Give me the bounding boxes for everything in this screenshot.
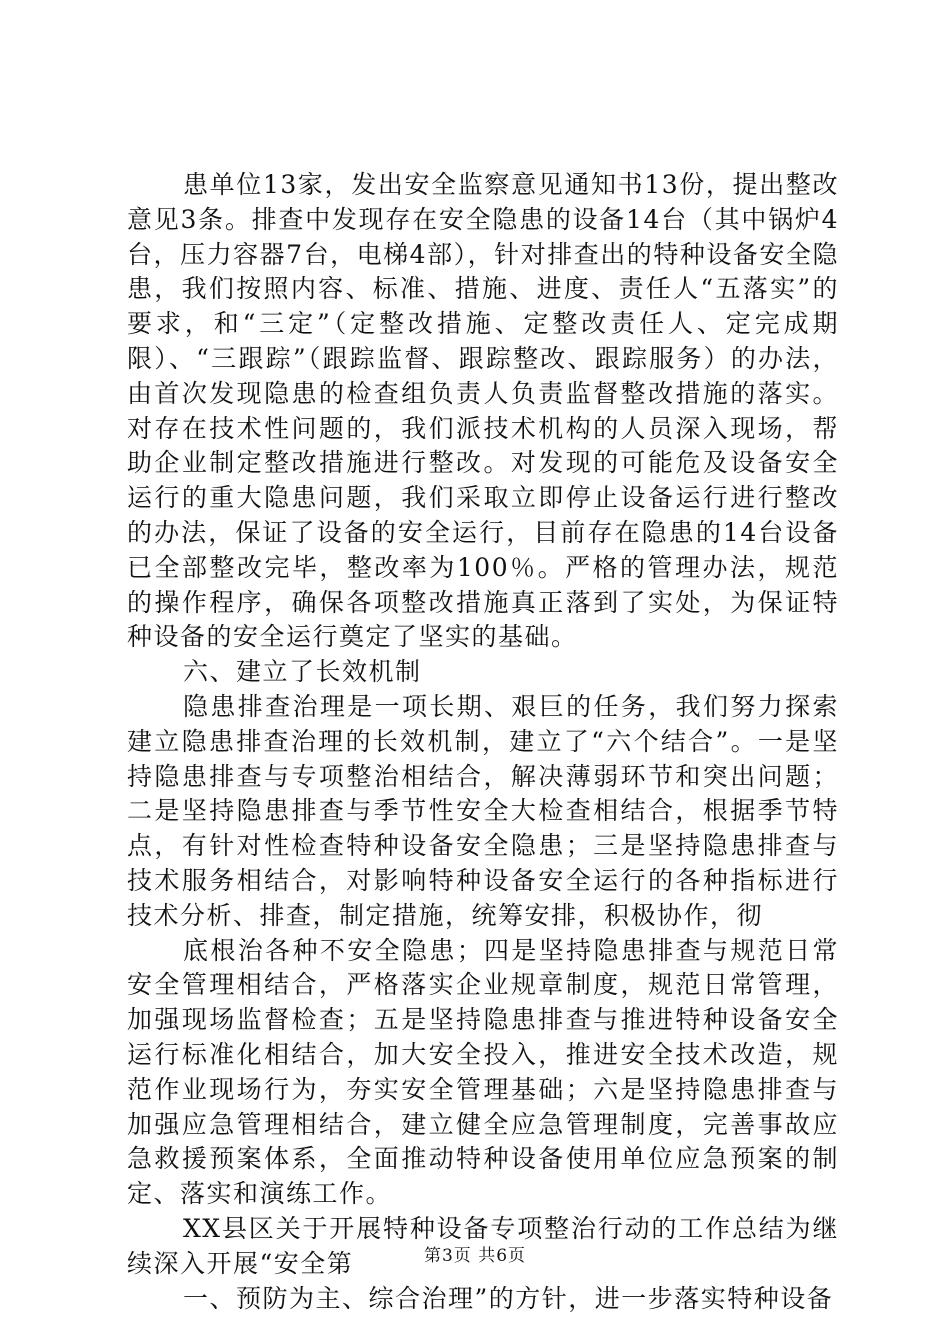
paragraph-six-combinations: 隐患排查治理是一项长期、艰巨的任务，我们努力探索建立隐患排查治理的长效机制，建立了“六个结合”。一是坚持隐患排查与专项整治相结合，解决薄弱环节和突出问题；二是坚持隐患排查与季节性安全大检查相结合，根据季节特点，有针对性检查特种设备安全隐患；三是坚持隐患排查与技术服务相结合，对影响特种设备安全运行的各种指标进行技术分析、排查，制定措施，统筹安排，积极协作，彻 (127, 691, 839, 930)
paragraph-six-combinations-continued: 底根治各种不安全隐患；四是坚持隐患排查与规范日常安全管理相结合，严格落实企业规章制度，规范日常管理，加强现场监督检查；五是坚持隐患排查与推进特种设备安全运行标准化相结合，加大安全投入，推进安全技术改造，规范作业现场行为，夯实安全管理基础；六是坚持隐患排查与加强应急管理相结合，建立健全应急管理制度，完善事故应急救援预案体系，全面推动特种设备使用单位应急预案的制定、落实和演练工作。 (127, 935, 839, 1209)
section-heading-long-term-mechanism: 六、建立了长效机制 (183, 657, 422, 687)
paragraph-policy-line: 一、预防为主、综合治理”的方针，进一步落实特种设备 (183, 1283, 834, 1313)
paragraph-hazard-rectification: 患单位13家，发出安全监察意见通知书13份，提出整改意见3条。排查中发现存在安全隐患的设备14台（其中锅炉4台，压力容器7台，电梯4部），针对排查出的特种设备安全隐患，我们按照内容、标准、措施、进度、责任人“五落实”的要求，和“三定”（定整改措施、定整改责任人、定完成期限）、“三跟踪”（跟踪监督、跟踪整改、跟踪服务）的办法，由首次发现隐患的检查组负责人负责监督整改措施的落实。对存在技术性问题的，我们派技术机构的人员深入现场，帮助企业制定整改措施进行整改。对发现的可能危及设备安全运行的重大隐患问题，我们采取立即停止设备运行进行整改的办法，保证了设备的安全运行，目前存在隐患的14台设备已全部整改完毕，整改率为100％。严格的管理办法，规范的操作程序，确保各项整改措施真正落到了实处，为保证特种设备的安全运行奠定了坚实的基础。 (127, 170, 839, 652)
paragraph-summary-intro: XX县区关于开展特种设备专项整治行动的工作总结为继续深入开展“安全第 (127, 1213, 839, 1278)
document-body (127, 168, 839, 1316)
page-number-footer: 第3页 共6页 (423, 1246, 527, 1266)
